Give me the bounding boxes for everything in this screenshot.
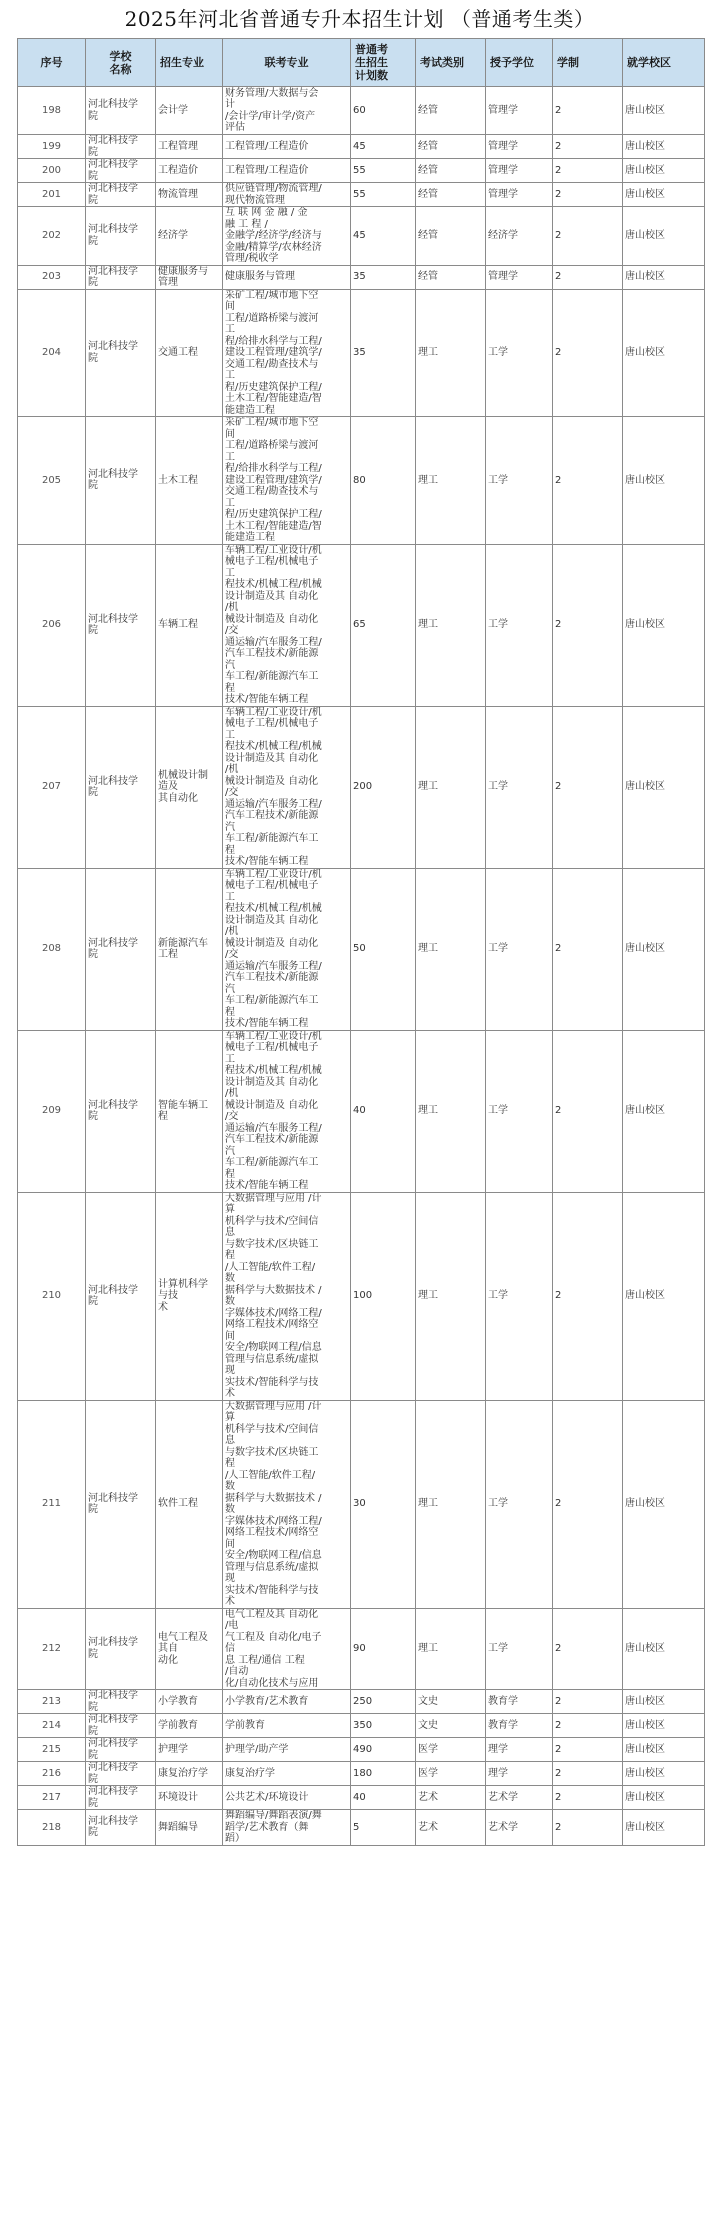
row-major: 环境设计: [156, 1786, 223, 1810]
row-plan: 490: [351, 1738, 416, 1762]
row-plan: 55: [351, 159, 416, 183]
row-category: 理工: [416, 544, 486, 706]
row-school: 河北科技学 院: [86, 544, 156, 706]
row-category: 经管: [416, 265, 486, 289]
table-row: [18, 1400, 705, 1608]
page-title: 2025年河北省普通专升本招生计划 （普通考生类）: [124, 7, 595, 31]
row-years: 2: [553, 1608, 623, 1690]
row-no: 217: [18, 1786, 86, 1810]
row-exam-majors: 工程管理/工程造价: [223, 135, 351, 159]
row-exam-majors: 护理学/助产学: [223, 1738, 351, 1762]
row-plan: 200: [351, 706, 416, 868]
row-category: 经管: [416, 207, 486, 266]
header-school: 学校 名称: [86, 39, 156, 87]
row-exam-majors: 大数据管理与应用 /计 算 机科学与技术/空间信 息 与数字技术/区块链工 程 /人工智能/软件工程/ 数 据科学与大数据技术 / 数 字媒体技术/网络工程/ 网络工程技术/网络空 间 安全/物联网工程/信息 管理与信息系统/虚拟 现 实技术/智能科学与技 术: [223, 1192, 351, 1400]
row-exam-majors: 车辆工程/工业设计/机 械电子工程/机械电子 工 程技术/机械工程/机械 设计制造及其 自动化 /机 械设计制造及 自动化 /交 通运输/汽车服务工程/ 汽车工程技术/新能源 汽 车工程/新能源汽车工 程 技术/智能车辆工程: [223, 544, 351, 706]
table-body: [18, 87, 705, 1846]
enrollment-table: [17, 38, 705, 1846]
row-category: 理工: [416, 1030, 486, 1192]
table-row: [18, 265, 705, 289]
row-years: 2: [553, 1762, 623, 1786]
row-major: 土木工程: [156, 417, 223, 545]
row-campus: 唐山校区: [623, 544, 705, 706]
table-header-row: [18, 39, 705, 87]
row-category: 艺术: [416, 1786, 486, 1810]
row-category: 文史: [416, 1690, 486, 1714]
row-major: 工程管理: [156, 135, 223, 159]
row-category: 理工: [416, 289, 486, 417]
header-years: 学制: [553, 39, 623, 87]
table-row: [18, 1762, 705, 1786]
table-row: [18, 868, 705, 1030]
row-degree: 艺术学: [486, 1810, 553, 1846]
row-major: 软件工程: [156, 1400, 223, 1608]
row-years: 2: [553, 1810, 623, 1846]
row-no: 201: [18, 183, 86, 207]
row-no: 214: [18, 1714, 86, 1738]
row-school: 河北科技学 院: [86, 706, 156, 868]
row-school: 河北科技学 院: [86, 1030, 156, 1192]
row-campus: 唐山校区: [623, 1192, 705, 1400]
table-row: [18, 207, 705, 266]
row-years: 2: [553, 1690, 623, 1714]
row-no: 212: [18, 1608, 86, 1690]
row-campus: 唐山校区: [623, 1810, 705, 1846]
row-category: 经管: [416, 135, 486, 159]
row-exam-majors: 财务管理/大数据与会 计 /会计学/审计学/资产 评估: [223, 87, 351, 135]
row-no: 198: [18, 87, 86, 135]
row-plan: 60: [351, 87, 416, 135]
row-campus: 唐山校区: [623, 1762, 705, 1786]
row-degree: 工学: [486, 868, 553, 1030]
row-major: 护理学: [156, 1738, 223, 1762]
table-row: [18, 417, 705, 545]
table-row: [18, 159, 705, 183]
row-years: 2: [553, 1192, 623, 1400]
row-exam-majors: 工程管理/工程造价: [223, 159, 351, 183]
row-no: 206: [18, 544, 86, 706]
row-exam-majors: 采矿工程/城市地下空 间 工程/道路桥梁与渡河 工 程/给排水科学与工程/ 建设工程管理/建筑学/ 交通工程/勘查技术与 工 程/历史建筑保护工程/ 土木工程/智能建造/智 能建造工程: [223, 289, 351, 417]
row-plan: 40: [351, 1786, 416, 1810]
row-campus: 唐山校区: [623, 289, 705, 417]
row-school: 河北科技学 院: [86, 868, 156, 1030]
row-plan: 30: [351, 1400, 416, 1608]
table-row: [18, 1192, 705, 1400]
row-campus: 唐山校区: [623, 87, 705, 135]
row-major: 小学教育: [156, 1690, 223, 1714]
row-category: 经管: [416, 183, 486, 207]
row-school: 河北科技学 院: [86, 1690, 156, 1714]
row-major: 车辆工程: [156, 544, 223, 706]
row-plan: 350: [351, 1714, 416, 1738]
row-exam-majors: 健康服务与管理: [223, 265, 351, 289]
table-row: [18, 1810, 705, 1846]
header-campus: 就学校区: [623, 39, 705, 87]
row-degree: 工学: [486, 1608, 553, 1690]
row-exam-majors: 小学教育/艺术教育: [223, 1690, 351, 1714]
row-exam-majors: 舞蹈编导/舞蹈表演/舞 蹈学/艺术教育（舞 蹈）: [223, 1810, 351, 1846]
row-campus: 唐山校区: [623, 207, 705, 266]
table-row: [18, 135, 705, 159]
table-row: [18, 706, 705, 868]
row-school: 河北科技学 院: [86, 1786, 156, 1810]
row-years: 2: [553, 417, 623, 545]
row-no: 202: [18, 207, 86, 266]
row-campus: 唐山校区: [623, 1786, 705, 1810]
row-no: 203: [18, 265, 86, 289]
row-school: 河北科技学 院: [86, 207, 156, 266]
row-campus: 唐山校区: [623, 1714, 705, 1738]
row-campus: 唐山校区: [623, 1738, 705, 1762]
row-category: 艺术: [416, 1810, 486, 1846]
row-years: 2: [553, 1786, 623, 1810]
row-plan: 35: [351, 289, 416, 417]
row-degree: 管理学: [486, 159, 553, 183]
row-degree: 工学: [486, 544, 553, 706]
row-major: 健康服务与 管理: [156, 265, 223, 289]
row-degree: 经济学: [486, 207, 553, 266]
row-plan: 180: [351, 1762, 416, 1786]
row-school: 河北科技学 院: [86, 87, 156, 135]
row-school: 河北科技学 院: [86, 1400, 156, 1608]
row-degree: 工学: [486, 1400, 553, 1608]
row-category: 理工: [416, 1400, 486, 1608]
row-exam-majors: 供应链管理/物流管理/ 现代物流管理: [223, 183, 351, 207]
row-category: 理工: [416, 868, 486, 1030]
row-no: 209: [18, 1030, 86, 1192]
row-plan: 80: [351, 417, 416, 545]
row-major: 学前教育: [156, 1714, 223, 1738]
row-years: 2: [553, 1714, 623, 1738]
table-row: [18, 1714, 705, 1738]
row-years: 2: [553, 159, 623, 183]
row-years: 2: [553, 706, 623, 868]
row-category: 理工: [416, 417, 486, 545]
row-category: 理工: [416, 706, 486, 868]
row-degree: 理学: [486, 1762, 553, 1786]
row-major: 计算机科学 与技 术: [156, 1192, 223, 1400]
row-no: 200: [18, 159, 86, 183]
row-degree: 管理学: [486, 87, 553, 135]
row-major: 会计学: [156, 87, 223, 135]
row-exam-majors: 学前教育: [223, 1714, 351, 1738]
row-no: 216: [18, 1762, 86, 1786]
row-degree: 工学: [486, 1030, 553, 1192]
row-degree: 工学: [486, 1192, 553, 1400]
header-major: 招生专业: [156, 39, 223, 87]
row-major: 经济学: [156, 207, 223, 266]
row-degree: 艺术学: [486, 1786, 553, 1810]
row-school: 河北科技学 院: [86, 1192, 156, 1400]
row-exam-majors: 康复治疗学: [223, 1762, 351, 1786]
row-major: 新能源汽车 工程: [156, 868, 223, 1030]
header-no: 序号: [18, 39, 86, 87]
header-plan: 普通考 生招生 计划数: [351, 39, 416, 87]
row-degree: 教育学: [486, 1690, 553, 1714]
row-major: 交通工程: [156, 289, 223, 417]
row-plan: 45: [351, 135, 416, 159]
row-school: 河北科技学 院: [86, 289, 156, 417]
row-school: 河北科技学 院: [86, 1738, 156, 1762]
row-major: 机械设计制 造及 其自动化: [156, 706, 223, 868]
row-years: 2: [553, 544, 623, 706]
row-no: 213: [18, 1690, 86, 1714]
row-years: 2: [553, 289, 623, 417]
row-exam-majors: 互 联 网 金 融 / 金 融 工 程 / 金融学/经济学/经济与 金融/精算学/农林经济 管理/税收学: [223, 207, 351, 266]
header-exam-majors: 联考专业: [223, 39, 351, 87]
row-campus: 唐山校区: [623, 135, 705, 159]
row-no: 210: [18, 1192, 86, 1400]
row-years: 2: [553, 87, 623, 135]
row-school: 河北科技学 院: [86, 1714, 156, 1738]
row-degree: 管理学: [486, 265, 553, 289]
table-row: [18, 87, 705, 135]
table-row: [18, 1738, 705, 1762]
row-degree: 教育学: [486, 1714, 553, 1738]
row-category: 经管: [416, 87, 486, 135]
row-school: 河北科技学 院: [86, 1762, 156, 1786]
row-major: 舞蹈编导: [156, 1810, 223, 1846]
row-years: 2: [553, 1738, 623, 1762]
row-major: 工程造价: [156, 159, 223, 183]
row-school: 河北科技学 院: [86, 265, 156, 289]
row-category: 理工: [416, 1608, 486, 1690]
table-row: [18, 1608, 705, 1690]
row-no: 211: [18, 1400, 86, 1608]
row-campus: 唐山校区: [623, 706, 705, 868]
row-exam-majors: 大数据管理与应用 /计 算 机科学与技术/空间信 息 与数字技术/区块链工 程 /人工智能/软件工程/ 数 据科学与大数据技术 / 数 字媒体技术/网络工程/ 网络工程技术/网络空 间 安全/物联网工程/信息 管理与信息系统/虚拟 现 实技术/智能科学与技 术: [223, 1400, 351, 1608]
table-row: [18, 544, 705, 706]
row-plan: 40: [351, 1030, 416, 1192]
row-category: 理工: [416, 1192, 486, 1400]
row-plan: 55: [351, 183, 416, 207]
table-row: [18, 1690, 705, 1714]
row-degree: 工学: [486, 289, 553, 417]
row-plan: 65: [351, 544, 416, 706]
row-campus: 唐山校区: [623, 265, 705, 289]
row-school: 河北科技学 院: [86, 159, 156, 183]
row-plan: 5: [351, 1810, 416, 1846]
row-degree: 工学: [486, 706, 553, 868]
row-category: 经管: [416, 159, 486, 183]
row-exam-majors: 采矿工程/城市地下空 间 工程/道路桥梁与渡河 工 程/给排水科学与工程/ 建设工程管理/建筑学/ 交通工程/勘查技术与 工 程/历史建筑保护工程/ 土木工程/智能建造/智 能建造工程: [223, 417, 351, 545]
row-no: 207: [18, 706, 86, 868]
row-category: 医学: [416, 1738, 486, 1762]
row-campus: 唐山校区: [623, 159, 705, 183]
row-years: 2: [553, 868, 623, 1030]
row-plan: 35: [351, 265, 416, 289]
row-exam-majors: 车辆工程/工业设计/机 械电子工程/机械电子 工 程技术/机械工程/机械 设计制造及其 自动化 /机 械设计制造及 自动化 /交 通运输/汽车服务工程/ 汽车工程技术/新能源 汽 车工程/新能源汽车工 程 技术/智能车辆工程: [223, 706, 351, 868]
row-plan: 250: [351, 1690, 416, 1714]
row-degree: 管理学: [486, 183, 553, 207]
row-major: 电气工程及 其自 动化: [156, 1608, 223, 1690]
row-years: 2: [553, 265, 623, 289]
row-plan: 90: [351, 1608, 416, 1690]
row-degree: 管理学: [486, 135, 553, 159]
row-exam-majors: 车辆工程/工业设计/机 械电子工程/机械电子 工 程技术/机械工程/机械 设计制造及其 自动化 /机 械设计制造及 自动化 /交 通运输/汽车服务工程/ 汽车工程技术/新能源 汽 车工程/新能源汽车工 程 技术/智能车辆工程: [223, 868, 351, 1030]
row-campus: 唐山校区: [623, 868, 705, 1030]
row-school: 河北科技学 院: [86, 1608, 156, 1690]
row-no: 215: [18, 1738, 86, 1762]
row-plan: 50: [351, 868, 416, 1030]
row-campus: 唐山校区: [623, 1030, 705, 1192]
table-row: [18, 289, 705, 417]
row-major: 物流管理: [156, 183, 223, 207]
row-campus: 唐山校区: [623, 183, 705, 207]
row-exam-majors: 车辆工程/工业设计/机 械电子工程/机械电子 工 程技术/机械工程/机械 设计制造及其 自动化 /机 械设计制造及 自动化 /交 通运输/汽车服务工程/ 汽车工程技术/新能源 汽 车工程/新能源汽车工 程 技术/智能车辆工程: [223, 1030, 351, 1192]
table-row: [18, 1030, 705, 1192]
row-campus: 唐山校区: [623, 1690, 705, 1714]
row-major: 康复治疗学: [156, 1762, 223, 1786]
row-campus: 唐山校区: [623, 417, 705, 545]
row-major: 智能车辆工 程: [156, 1030, 223, 1192]
row-no: 218: [18, 1810, 86, 1846]
table-row: [18, 1786, 705, 1810]
row-campus: 唐山校区: [623, 1608, 705, 1690]
table-row: [18, 183, 705, 207]
row-campus: 唐山校区: [623, 1400, 705, 1608]
row-years: 2: [553, 1030, 623, 1192]
row-degree: 理学: [486, 1738, 553, 1762]
row-school: 河北科技学 院: [86, 1810, 156, 1846]
row-no: 208: [18, 868, 86, 1030]
row-plan: 45: [351, 207, 416, 266]
header-degree: 授予学位: [486, 39, 553, 87]
row-school: 河北科技学 院: [86, 135, 156, 159]
row-exam-majors: 电气工程及其 自动化 /电 气工程及 自动化/电子 信 息 工程/通信 工程 /自动 化/自动化技术与应用: [223, 1608, 351, 1690]
row-years: 2: [553, 135, 623, 159]
row-degree: 工学: [486, 417, 553, 545]
row-no: 199: [18, 135, 86, 159]
row-years: 2: [553, 183, 623, 207]
row-years: 2: [553, 207, 623, 266]
row-no: 204: [18, 289, 86, 417]
row-plan: 100: [351, 1192, 416, 1400]
row-no: 205: [18, 417, 86, 545]
row-years: 2: [553, 1400, 623, 1608]
row-category: 医学: [416, 1762, 486, 1786]
row-exam-majors: 公共艺术/环境设计: [223, 1786, 351, 1810]
row-school: 河北科技学 院: [86, 417, 156, 545]
row-school: 河北科技学 院: [86, 183, 156, 207]
row-category: 文史: [416, 1714, 486, 1738]
header-category: 考试类别: [416, 39, 486, 87]
